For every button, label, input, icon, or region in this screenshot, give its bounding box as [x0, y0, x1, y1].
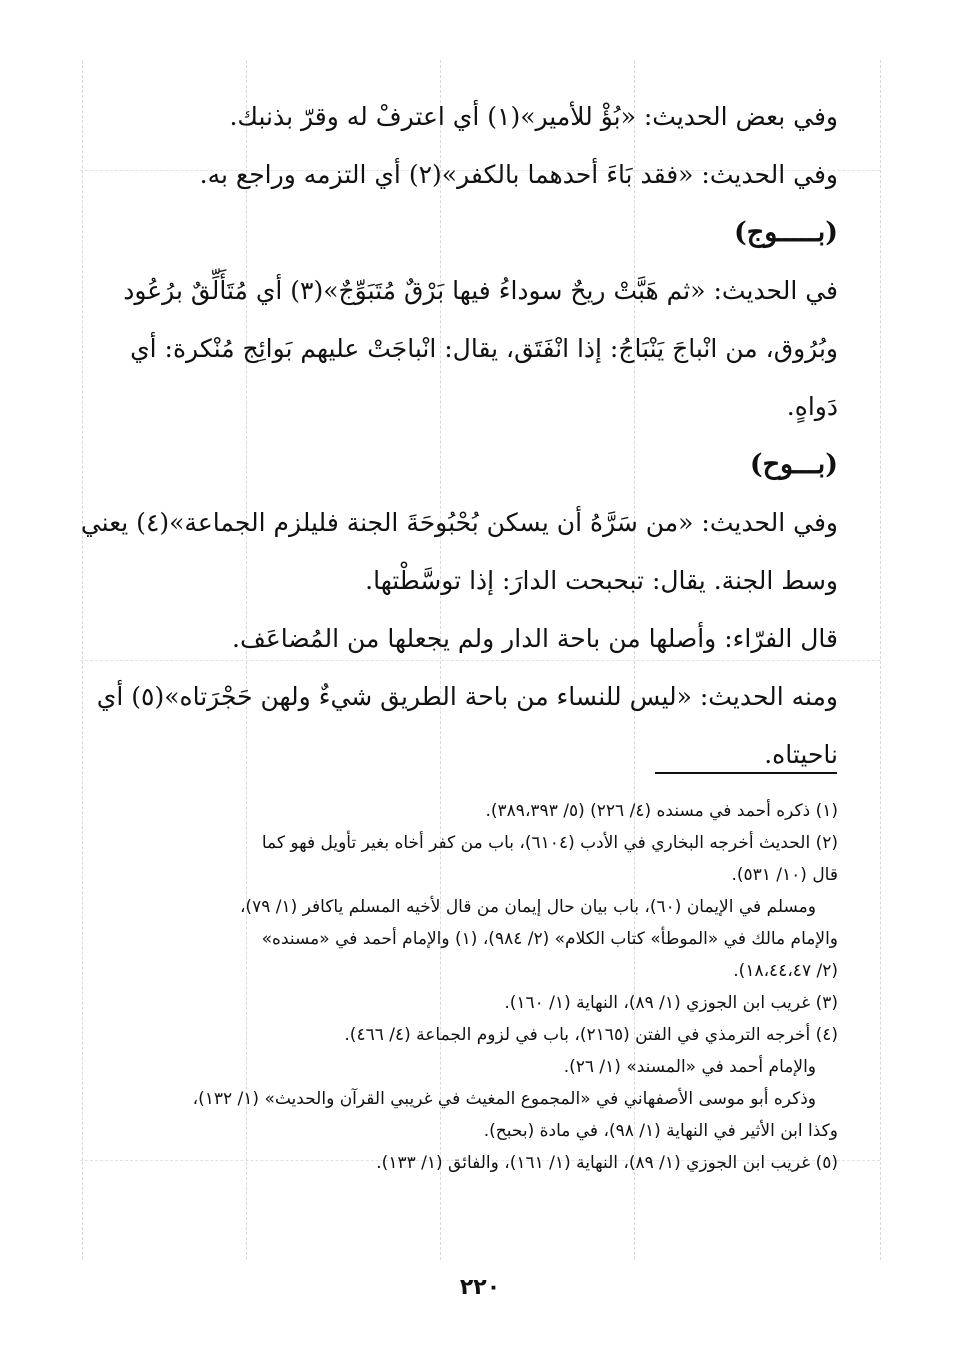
footnote-line: ومسلم في الإيمان (٦٠)، باب بيان حال إيمان من قال لأخيه المسلم ياكافر (١/ ٧٩)،: [239, 897, 816, 917]
section-heading: (بـــــوج): [734, 217, 838, 248]
footnote: (٥) غريب ابن الجوزي (١/ ٨٩)، النهاية (١/ ١٦١)، والفائق (١/ ١٣٣).: [376, 1153, 838, 1173]
paragraph: وفي الحديث: «فقد بَاءَ أحدهما بالكفر»(٢) أي التزمه وراجع به.: [199, 160, 838, 189]
paragraph: قال الفرّاء: وأصلها من باحة الدار ولم يجعلها من المُضاعَف.: [232, 624, 838, 653]
footnote-line: وكذا ابن الأثير في النهاية (١/ ٩٨)، في مادة (بحبح).: [483, 1121, 838, 1141]
paragraph-line: دَواهٍ.: [786, 392, 838, 421]
footnotes: [118, 795, 838, 1179]
paragraph-line: وسط الجنة. يقال: تبحبحت الدارَ: إذا توسَّطْتها.: [365, 566, 838, 595]
paragraph: وفي بعض الحديث: «بُؤْ للأمير»(١) أي اعترفْ له وقرّ بذنبك.: [229, 102, 838, 131]
footnote-line: وذكره أبو موسى الأصفهاني في «المجموع المغيث في غريبي القرآن والحديث» (١/ ١٣٢)،: [192, 1089, 816, 1109]
footnote-line: قال (١٠/ ٥٣١).: [731, 865, 838, 885]
page-number: ٢٢٠: [459, 1275, 501, 1300]
footnote-line: (٢/ ١٨،٤٤،٤٧).: [733, 961, 838, 981]
paragraph-line: وبُرُوق، من انْباجَ يَنْبَاجُ: إذا انْفَتَق، يقال: انْباجَتْ عليهم بَوائِج مُنْكرة: أي: [130, 334, 838, 363]
scan-guide-line: [880, 60, 881, 1260]
paragraph-line: ومنه الحديث: «ليس للنساء من باحة الطريق شيءٌ ولهن حَجْرَتاه»(٥) أي: [96, 682, 838, 711]
footnote-line: (٢) الحديث أخرجه البخاري في الأدب (٦١٠٤)، باب من كفر أخاه بغير تأويل فهو كما: [261, 833, 838, 853]
paragraph-line: في الحديث: «ثم هَبَّتْ ريحٌ سوداءُ فيها بَرْقٌ مُتَبَوِّجٌ»(٣) أي مُتَأَلِّقٌ برُعُود: [123, 276, 838, 305]
footnote-line: والإمام مالك في «الموطأ» كتاب الكلام» (٢/ ٩٨٤)، (١) والإمام أحمد في «مسنده»: [261, 929, 838, 949]
footnote-separator: [655, 772, 837, 774]
footnote: (٣) غريب ابن الجوزي (١/ ٨٩)، النهاية (١/ ١٦٠).: [504, 993, 838, 1013]
footnote: (١) ذكره أحمد في مسنده (٤/ ٢٢٦) (٥/ ٣٨٩،٣٩٣).: [485, 801, 838, 821]
paragraph-line: ناحيتاه.: [764, 740, 838, 769]
footnote-line: (٤) أخرجه الترمذي في الفتن (٢١٦٥)، باب في لزوم الجماعة (٤/ ٤٦٦).: [344, 1025, 838, 1045]
main-text: [80, 88, 838, 784]
paragraph-line: وفي الحديث: «من سَرَّهُ أن يسكن بُحْبُوحَةَ الجنة فليلزم الجماعة»(٤) يعني: [80, 508, 838, 537]
section-heading: (بـــوح): [749, 449, 838, 480]
footnote-line: والإمام أحمد في «المسند» (١/ ٢٦).: [563, 1057, 816, 1077]
